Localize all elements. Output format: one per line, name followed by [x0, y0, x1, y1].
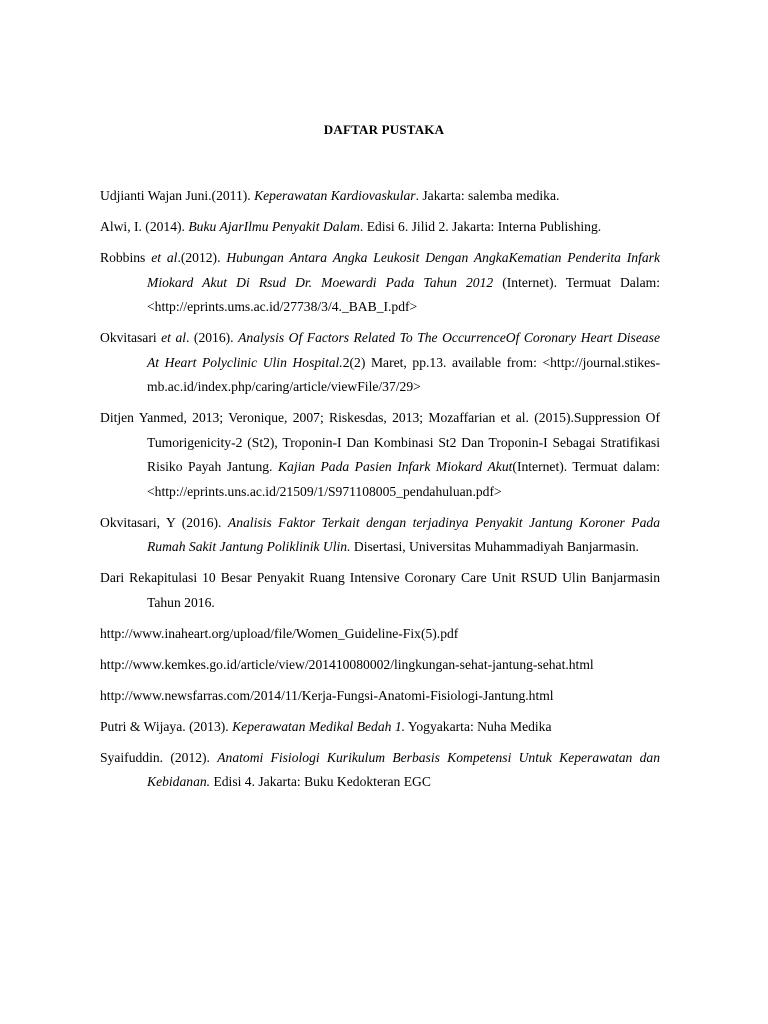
reference-title: Hubungan Antara Angka Leukosit Dengan AngkaKematian Penderita Infark Miokard Akut Di Rsud Dr. Moewardi Pada Tahun 2012	[147, 250, 660, 290]
reference-entry-okvitasari-2016b	[100, 511, 660, 560]
reference-text: .(2012).	[177, 250, 227, 265]
reference-text: Syaifuddin. (2012).	[100, 749, 218, 765]
reference-entry-robbins	[100, 246, 660, 320]
reference-text: Okvitasari, Y (2016).	[100, 514, 228, 530]
reference-text: Alwi, I. (2014).	[100, 219, 189, 234]
reference-entry-putri-wijaya	[100, 715, 660, 740]
reference-title: Analisis Faktor Terkait dengan terjadinya Penyakit Jantung Koroner Pada Rumah Sakit Jantung Poliklinik Ulin.	[147, 514, 660, 554]
reference-title: et al	[161, 330, 187, 345]
reference-entry-syaifuddin	[100, 746, 660, 795]
reference-text: Okvitasari	[100, 330, 162, 345]
reference-text: . Edisi 6. Jilid 2. Jakarta: Interna Publishing.	[359, 219, 602, 234]
reference-entry-inaheart	[100, 622, 660, 647]
reference-entry-udjianti	[100, 184, 660, 209]
reference-text: (Internet). Termuat dalam: <http://eprints.uns.ac.id/21509/1/S971108005_pendahuluan.pdf>	[147, 459, 661, 499]
reference-text: Putri & Wijaya. (2013).	[100, 718, 233, 734]
reference-text: Robbins	[100, 250, 152, 265]
reference-entry-newsfarras	[100, 684, 660, 709]
reference-text: Disertasi, Universitas Muhammadiyah Banjarmasin.	[350, 539, 639, 554]
reference-text: Yogyakarta: Nuha Medika	[405, 718, 552, 734]
reference-text: Ditjen Yanmed, 2013; Veronique, 2007; Riskesdas, 2013; Mozaffarian et al. (2015).Suppression Of Tumorigenicity-2 (St2), Troponin-I Dan Kombinasi St2 Dan Troponin-I Sebagai Stratifikasi Risiko Payah Jantung.	[100, 410, 660, 474]
reference-text: http://www.kemkes.go.id/article/view/201410080002/lingkungan-sehat-jantung-sehat.html	[100, 656, 594, 672]
reference-title: Buku AjarIlmu Penyakit Dalam	[188, 219, 360, 234]
reference-text: . Jakarta: salemba medika.	[415, 188, 560, 203]
reference-text: Edisi 4. Jakarta: Buku Kedokteran EGC	[210, 774, 431, 789]
reference-entry-ditjen-yanmed	[100, 406, 660, 504]
reference-text: Dari Rekapitulasi 10 Besar Penyakit Ruang Intensive Coronary Care Unit RSUD Ulin Banjarmasin Tahun 2016.	[100, 570, 660, 610]
reference-text: 2(2) Maret, pp.13. available from: <http://journal.stikes-mb.ac.id/index.php/caring/article/viewFile/37/29>	[147, 354, 660, 394]
page-title: DAFTAR PUSTAKA	[323, 122, 445, 137]
reference-entry-rekapitulasi	[100, 566, 660, 615]
reference-title: Kajian Pada Pasien Infark Miokard Akut	[277, 459, 513, 474]
reference-text: . (2016).	[186, 330, 239, 345]
reference-list	[100, 184, 660, 801]
reference-title: Keperawatan Kardiovaskular	[254, 188, 416, 203]
reference-text: http://www.newsfarras.com/2014/11/Kerja-Fungsi-Anatomi-Fisiologi-Jantung.html	[100, 687, 554, 703]
reference-title: et al	[151, 250, 178, 265]
reference-entry-kemkes	[100, 653, 660, 678]
reference-title: Anatomi Fisiologi Kurikulum Berbasis Kompetensi Untuk Keperawatan dan Kebidanan.	[147, 749, 660, 789]
reference-title: Keperawatan Medikal Bedah 1.	[232, 718, 406, 734]
reference-title: Analysis Of Factors Related To The OccurrenceOf Coronary Heart Disease At Heart Polyclinic Ulin Hospital.	[147, 330, 660, 370]
reference-entry-alwi	[100, 215, 660, 240]
reference-text: (Internet). Termuat Dalam:<http://eprints.ums.ac.id/27738/3/4._BAB_I.pdf>	[147, 274, 660, 314]
reference-text: Udjianti Wajan Juni.(2011).	[100, 188, 255, 203]
reference-entry-okvitasari-2016a	[100, 326, 660, 400]
reference-text: http://www.inaheart.org/upload/file/Women_Guideline-Fix(5).pdf	[100, 625, 459, 641]
